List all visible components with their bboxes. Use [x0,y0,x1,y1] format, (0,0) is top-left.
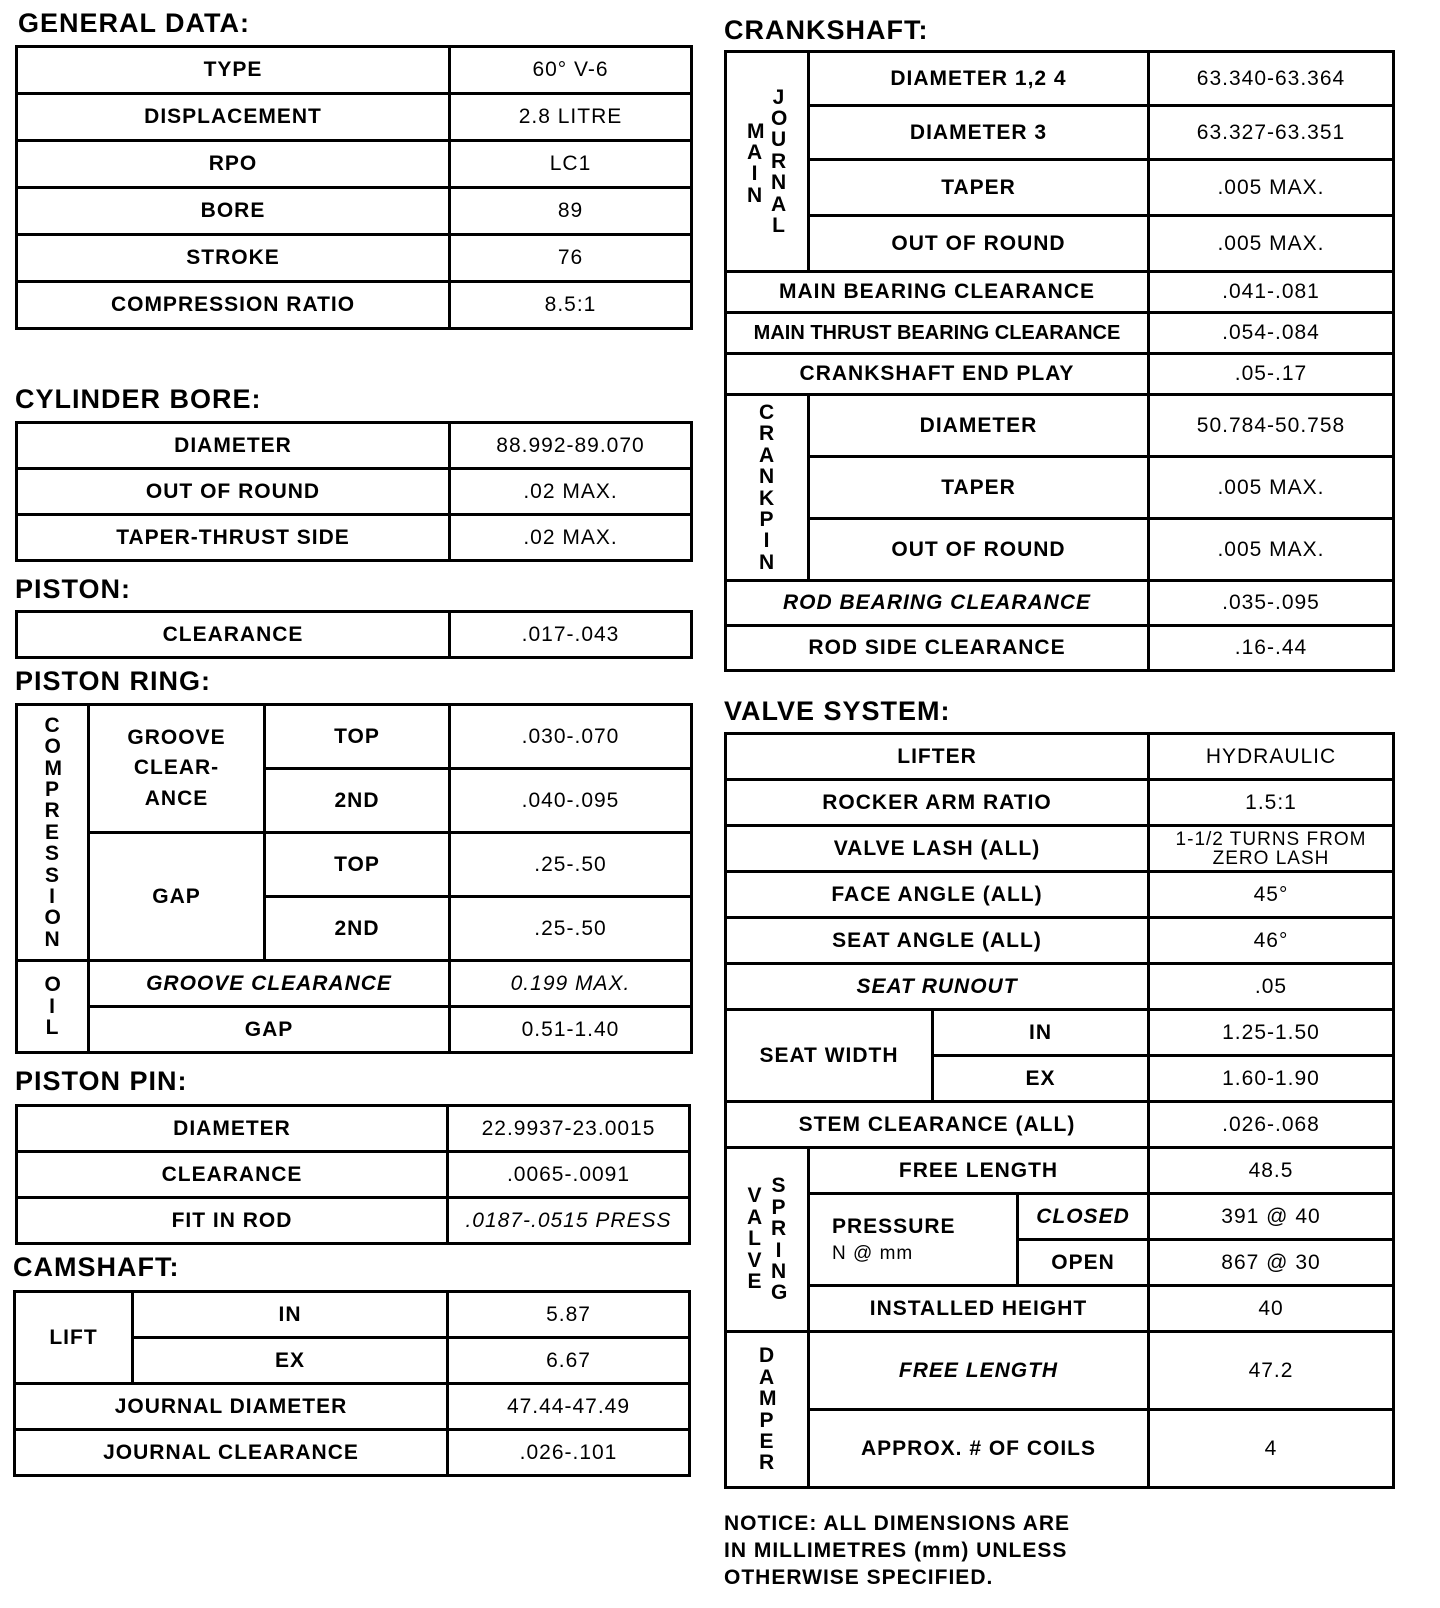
gap-label: GAP [89,833,265,961]
oil-gap-label: GAP [89,1007,450,1053]
row-value: 50.784-50.758 [1149,395,1394,457]
row-label: LIFTER [726,734,1149,780]
row-value: .16-.44 [1149,626,1394,671]
table-row [726,395,1394,457]
row-value: 63.340-63.364 [1149,52,1394,106]
installed-height-value: 40 [1149,1286,1394,1332]
row-label: DIAMETER [809,395,1149,457]
row-value: .0065-.0091 [448,1152,690,1198]
in-label: IN [133,1292,448,1338]
row-label: OUT OF ROUND [17,469,450,515]
open-label: OPEN [1018,1240,1149,1286]
main-label: MAIN [747,119,766,207]
stem-clearance-value: .026-.068 [1149,1102,1394,1148]
open-value: 867 @ 30 [1149,1240,1394,1286]
piston-pin-table [15,1104,691,1245]
table-row [17,469,692,515]
table-row [17,705,692,769]
row-label: JOURNAL DIAMETER [15,1384,448,1430]
pressure-unit: N @ mm [832,1242,914,1264]
top-label: TOP [265,705,450,769]
piston-pin-title: PISTON PIN: [15,1066,188,1096]
piston-ring-table [15,703,693,1054]
ex-label: EX [133,1338,448,1384]
piston-ring-title: PISTON RING: [15,666,212,696]
row-value: 2.8 LITRE [450,94,692,141]
row-label: CRANKSHAFT END PLAY [726,354,1149,395]
row-value: .005 MAX. [1149,519,1394,581]
table-row [726,872,1394,918]
table-row [726,964,1394,1010]
spring-label: SPRING [771,1174,789,1305]
row-value: .05 [1149,964,1394,1010]
table-row [726,52,1394,106]
cylinder-bore-title: CYLINDER BORE: [15,384,262,414]
row-value: .02 MAX. [450,469,692,515]
table-row [726,826,1394,872]
valve-system-title: VALVE SYSTEM: [724,696,951,726]
crankshaft-table [724,50,1395,672]
row-label: DIAMETER 3 [809,106,1149,160]
notice-line: IN MILLIMETRES (mm) UNLESS [724,1539,1068,1562]
row-label: BORE [17,188,450,235]
row-label: MAIN BEARING CLEARANCE [726,272,1149,313]
groove-top-value: .030-.070 [450,705,692,769]
lift-in-value: 5.87 [448,1292,690,1338]
table-row [726,1194,1394,1240]
table-row [726,1102,1394,1148]
damper-free-length-value: 47.2 [1149,1332,1394,1410]
row-label: SEAT RUNOUT [726,964,1149,1010]
row-label: OUT OF ROUND [809,519,1149,581]
spring-free-length-value: 48.5 [1149,1148,1394,1194]
notice-line: NOTICE: ALL DIMENSIONS ARE [724,1512,1071,1535]
row-label: OUT OF ROUND [809,216,1149,272]
oil-vertical-label [17,961,89,1053]
row-value: .041-.081 [1149,272,1394,313]
row-value: .017-.043 [450,612,692,658]
table-row [15,1292,690,1338]
pressure-label: PRESSURE [832,1214,956,1238]
oil-groove-clearance-label: GROOVE CLEARANCE [89,961,450,1007]
row-value: .05-.17 [1149,354,1394,395]
general-data-title: GENERAL DATA: [18,8,250,38]
notice-line: OTHERWISE SPECIFIED. [724,1566,994,1589]
row-label: VALVE LASH (ALL) [726,826,1149,872]
table-row [17,515,692,561]
row-label: TYPE [17,47,450,94]
table-row [726,216,1394,272]
groove-2nd-value: .040-.095 [450,769,692,833]
row-value: .0187-.0515 PRESS [448,1198,690,1244]
table-row [726,272,1394,313]
row-value: 89 [450,188,692,235]
table-row [726,457,1394,519]
table-row [17,423,692,469]
row-label: CLEARANCE [17,612,450,658]
coils-label: APPROX. # OF COILS [809,1410,1149,1488]
valve-label: VALVE [747,1184,764,1293]
damper-free-length-label: FREE LENGTH [809,1332,1149,1410]
row-label: FACE ANGLE (ALL) [726,872,1149,918]
row-value: 46° [1149,918,1394,964]
row-value: LC1 [450,141,692,188]
row-value: 47.44-47.49 [448,1384,690,1430]
general-data-table [15,45,693,330]
row-value: 60° V-6 [450,47,692,94]
table-row [17,833,692,897]
table-row [17,188,692,235]
row-label: ROD BEARING CLEARANCE [726,581,1149,626]
table-row [15,1430,690,1476]
row-label: DISPLACEMENT [17,94,450,141]
spring-free-length-label: FREE LENGTH [809,1148,1149,1194]
oil-gap-value: 0.51-1.40 [450,1007,692,1053]
compression-vertical-label [17,705,89,961]
notice-text [724,1510,1070,1591]
table-row [726,734,1394,780]
table-row [17,612,692,658]
second-label: 2ND [265,897,450,961]
row-value: .02 MAX. [450,515,692,561]
damper-vertical-label [726,1332,809,1488]
row-value: HYDRAULIC [1149,734,1394,780]
top-label: TOP [265,833,450,897]
table-row [17,1152,690,1198]
row-label: ROCKER ARM RATIO [726,780,1149,826]
second-label: 2ND [265,769,450,833]
journal-label: JOURNAL [771,85,789,238]
gap-top-value: .25-.50 [450,833,692,897]
stem-clearance-label: STEM CLEARANCE (ALL) [726,1102,1149,1148]
lift-ex-value: 6.67 [448,1338,690,1384]
seat-width-label: SEAT WIDTH [726,1010,933,1102]
row-label: COMPRESSION RATIO [17,282,450,329]
row-label: TAPER-THRUST SIDE [17,515,450,561]
table-row [15,1384,690,1430]
table-row [726,354,1394,395]
table-row [726,1410,1394,1488]
table-row [726,626,1394,671]
row-label: CLEARANCE [17,1152,448,1198]
table-row [17,282,692,329]
table-row [17,961,692,1007]
camshaft-table [13,1290,691,1477]
gap-2nd-value: .25-.50 [450,897,692,961]
table-row [17,47,692,94]
valve-spring-vertical-label [726,1148,809,1332]
lift-label: LIFT [15,1292,133,1384]
oil-label: OIL [44,973,62,1040]
crankshaft-title: CRANKSHAFT: [724,15,929,45]
row-value: 63.327-63.351 [1149,106,1394,160]
piston-title: PISTON: [15,574,132,604]
table-row [726,780,1394,826]
camshaft-title: CAMSHAFT: [13,1252,180,1282]
pressure-cell [809,1194,1018,1286]
row-label: JOURNAL CLEARANCE [15,1430,448,1476]
crankpin-vertical-label [726,395,809,581]
table-row [17,1106,690,1152]
row-value: .054-.084 [1149,313,1394,354]
closed-label: CLOSED [1018,1194,1149,1240]
table-row [726,519,1394,581]
valve-system-table [724,732,1395,1489]
table-row [726,106,1394,160]
table-row [726,1286,1394,1332]
table-row [726,1148,1394,1194]
table-row [726,1010,1394,1056]
damper-label: DAMPER [759,1344,778,1475]
row-value: 45° [1149,872,1394,918]
in-label: IN [933,1010,1149,1056]
groove-clearance-label: GROOVE CLEAR- ANCE [89,705,265,833]
row-value: 1.5:1 [1149,780,1394,826]
seat-width-ex-value: 1.60-1.90 [1149,1056,1394,1102]
table-row [726,918,1394,964]
row-value: .005 MAX. [1149,160,1394,216]
table-row [17,235,692,282]
row-value: 8.5:1 [450,282,692,329]
row-label: TAPER [809,457,1149,519]
row-label: STROKE [17,235,450,282]
seat-width-in-value: 1.25-1.50 [1149,1010,1394,1056]
row-label: DIAMETER [17,423,450,469]
table-row [17,1007,692,1053]
table-row [726,1332,1394,1410]
row-value: .026-.101 [448,1430,690,1476]
crankpin-label: CRANKPIN [759,400,776,574]
table-row [726,313,1394,354]
row-value: 88.992-89.070 [450,423,692,469]
main-journal-vertical-label [726,52,809,272]
row-value: .005 MAX. [1149,216,1394,272]
row-label: DIAMETER [17,1106,448,1152]
row-label: TAPER [809,160,1149,216]
table-row [17,1198,690,1244]
installed-height-label: INSTALLED HEIGHT [809,1286,1149,1332]
oil-groove-value: 0.199 MAX. [450,961,692,1007]
table-row [726,581,1394,626]
row-label: DIAMETER 1,2 4 [809,52,1149,106]
row-value: 22.9937-23.0015 [448,1106,690,1152]
piston-table [15,610,693,659]
row-label: ROD SIDE CLEARANCE [726,626,1149,671]
row-label: MAIN THRUST BEARING CLEARANCE [726,313,1149,354]
row-label: SEAT ANGLE (ALL) [726,918,1149,964]
coils-value: 4 [1149,1410,1394,1488]
compression-label: COMPRESSION [44,713,63,951]
table-row [17,94,692,141]
row-label: RPO [17,141,450,188]
row-value: .035-.095 [1149,581,1394,626]
ex-label: EX [933,1056,1149,1102]
table-row [17,141,692,188]
row-label: FIT IN ROD [17,1198,448,1244]
closed-value: 391 @ 40 [1149,1194,1394,1240]
row-value: .005 MAX. [1149,457,1394,519]
table-row [726,160,1394,216]
row-value: 76 [450,235,692,282]
cylinder-bore-table [15,421,693,562]
row-value: 1-1/2 TURNS FROM ZERO LASH [1149,826,1394,872]
